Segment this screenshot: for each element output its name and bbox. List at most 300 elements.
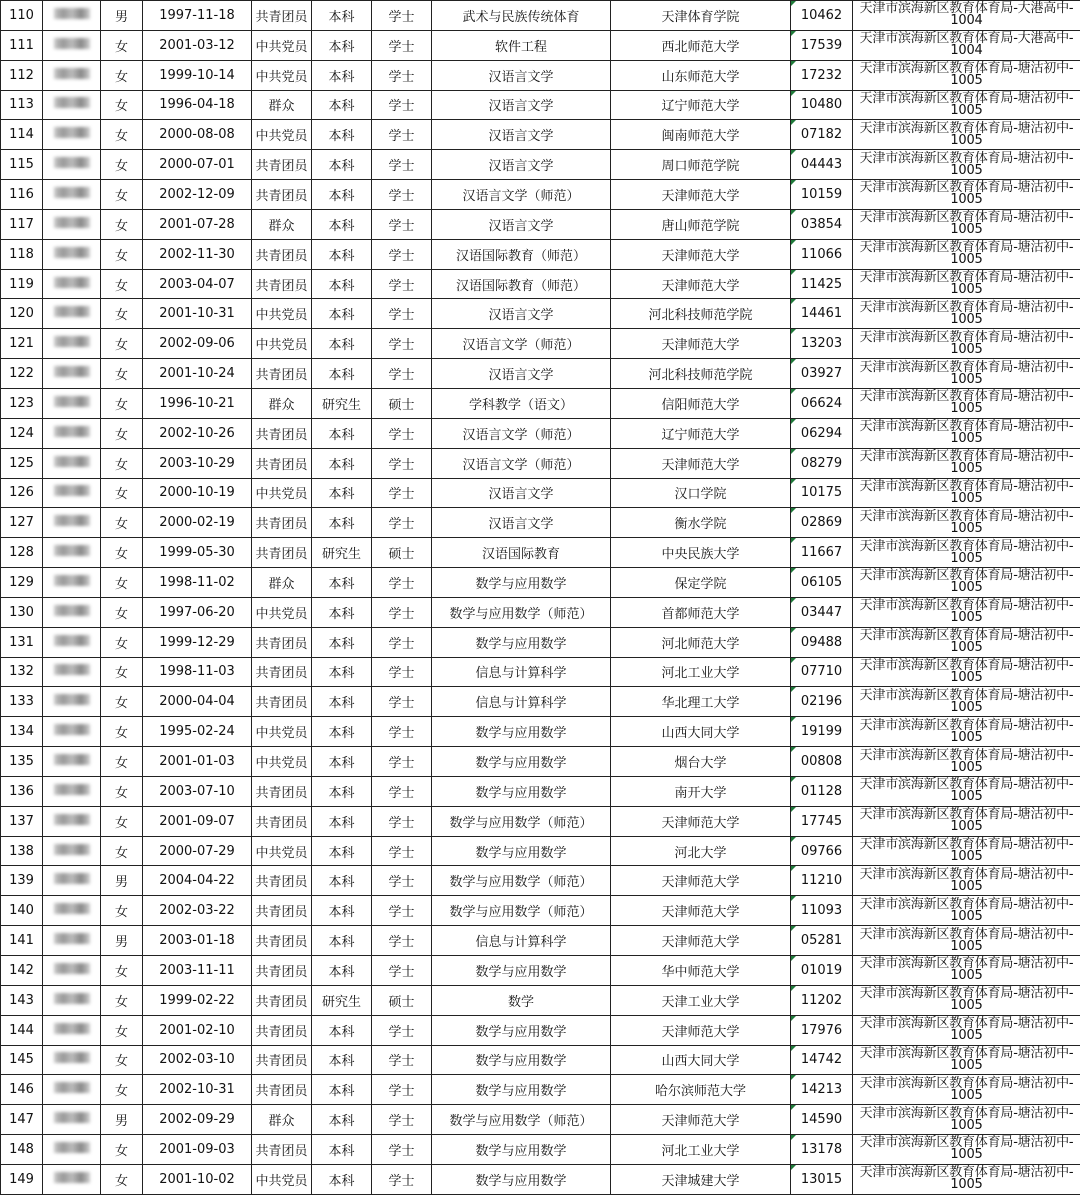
major-cell: 数学与应用数学 bbox=[432, 747, 611, 777]
political-status-cell: 群众 bbox=[252, 90, 312, 120]
school-cell: 河北科技师范学院 bbox=[611, 359, 791, 389]
degree-cell: 学士 bbox=[372, 209, 432, 239]
exam-code-cell: 17539 bbox=[791, 30, 853, 60]
political-status-cell: 共青团员 bbox=[252, 866, 312, 896]
applied-unit-line1: 天津市滨海新区教育体育局-塘沽初中- bbox=[853, 1108, 1080, 1120]
birth-date-cell: 1998-11-02 bbox=[143, 568, 252, 598]
redacted-name-mosaic bbox=[54, 127, 90, 138]
name-cell-redacted bbox=[43, 359, 101, 389]
name-cell-redacted bbox=[43, 1105, 101, 1135]
birth-date-cell: 2003-11-11 bbox=[143, 956, 252, 986]
exam-code-cell: 10159 bbox=[791, 180, 853, 210]
birth-date-cell: 1997-11-18 bbox=[143, 1, 252, 31]
applied-unit-cell bbox=[853, 866, 1080, 896]
education-cell: 本科 bbox=[312, 717, 372, 747]
exam-code-cell: 17232 bbox=[791, 60, 853, 90]
exam-code-cell: 08279 bbox=[791, 448, 853, 478]
applied-unit-line2: 1005 bbox=[853, 194, 1080, 206]
exam-code-cell: 10175 bbox=[791, 478, 853, 508]
table-row bbox=[1, 359, 1080, 389]
redacted-name-mosaic bbox=[54, 187, 90, 198]
exam-code-cell: 03927 bbox=[791, 359, 853, 389]
applied-unit-cell bbox=[853, 568, 1080, 598]
name-cell-redacted bbox=[43, 90, 101, 120]
education-cell: 本科 bbox=[312, 836, 372, 866]
exam-code-cell: 03854 bbox=[791, 209, 853, 239]
applied-unit-line2: 1005 bbox=[853, 403, 1080, 415]
exam-code-cell: 10462 bbox=[791, 1, 853, 31]
redacted-name-mosaic bbox=[54, 157, 90, 168]
applied-unit-cell bbox=[853, 1164, 1080, 1194]
education-cell: 本科 bbox=[312, 209, 372, 239]
political-status-cell: 共青团员 bbox=[252, 657, 312, 687]
degree-cell: 学士 bbox=[372, 717, 432, 747]
degree-cell: 学士 bbox=[372, 1075, 432, 1105]
school-cell: 河北工业大学 bbox=[611, 1135, 791, 1165]
applied-unit-line1: 天津市滨海新区教育体育局-塘沽初中- bbox=[853, 362, 1080, 374]
applied-unit-line1: 天津市滨海新区教育体育局-塘沽初中- bbox=[853, 1048, 1080, 1060]
major-cell: 软件工程 bbox=[432, 30, 611, 60]
birth-date-cell: 1995-02-24 bbox=[143, 717, 252, 747]
applied-unit-cell bbox=[853, 1, 1080, 31]
gender-cell: 女 bbox=[101, 1075, 143, 1105]
gender-cell: 女 bbox=[101, 269, 143, 299]
political-status-cell: 共青团员 bbox=[252, 269, 312, 299]
applied-unit-line1: 天津市滨海新区教育体育局-塘沽初中- bbox=[853, 988, 1080, 1000]
applied-unit-line2: 1005 bbox=[853, 374, 1080, 386]
table-row bbox=[1, 329, 1080, 359]
row-number-cell: 144 bbox=[1, 1015, 43, 1045]
school-cell: 天津师范大学 bbox=[611, 866, 791, 896]
row-number-cell: 145 bbox=[1, 1045, 43, 1075]
exam-code-cell: 11202 bbox=[791, 985, 853, 1015]
applied-unit-line2: 1005 bbox=[853, 284, 1080, 296]
degree-cell: 学士 bbox=[372, 568, 432, 598]
name-cell-redacted bbox=[43, 985, 101, 1015]
redacted-name-mosaic bbox=[54, 545, 90, 556]
name-cell-redacted bbox=[43, 926, 101, 956]
degree-cell: 学士 bbox=[372, 359, 432, 389]
exam-code-cell: 01128 bbox=[791, 776, 853, 806]
education-cell: 本科 bbox=[312, 448, 372, 478]
birth-date-cell: 2001-03-12 bbox=[143, 30, 252, 60]
gender-cell: 女 bbox=[101, 448, 143, 478]
political-status-cell: 共青团员 bbox=[252, 418, 312, 448]
gender-cell: 男 bbox=[101, 1105, 143, 1135]
gender-cell: 女 bbox=[101, 806, 143, 836]
applied-unit-cell bbox=[853, 90, 1080, 120]
row-number-cell: 146 bbox=[1, 1075, 43, 1105]
table-row bbox=[1, 568, 1080, 598]
gender-cell: 女 bbox=[101, 568, 143, 598]
applied-unit-line1: 天津市滨海新区教育体育局-塘沽初中- bbox=[853, 302, 1080, 314]
gender-cell: 女 bbox=[101, 597, 143, 627]
applied-unit-cell bbox=[853, 836, 1080, 866]
political-status-cell: 中共党员 bbox=[252, 120, 312, 150]
applied-unit-line1: 天津市滨海新区教育体育局-塘沽初中- bbox=[853, 1167, 1080, 1179]
applied-unit-cell bbox=[853, 747, 1080, 777]
major-cell: 汉语国际教育 bbox=[432, 538, 611, 568]
name-cell-redacted bbox=[43, 836, 101, 866]
political-status-cell: 共青团员 bbox=[252, 806, 312, 836]
exam-code-cell: 03447 bbox=[791, 597, 853, 627]
major-cell: 汉语言文学（师范） bbox=[432, 180, 611, 210]
political-status-cell: 共青团员 bbox=[252, 1, 312, 31]
name-cell-redacted bbox=[43, 1015, 101, 1045]
exam-code-cell: 14461 bbox=[791, 299, 853, 329]
degree-cell: 学士 bbox=[372, 1105, 432, 1135]
row-number-cell: 147 bbox=[1, 1105, 43, 1135]
exam-code-cell: 19199 bbox=[791, 717, 853, 747]
gender-cell: 女 bbox=[101, 209, 143, 239]
birth-date-cell: 2000-10-19 bbox=[143, 478, 252, 508]
applied-unit-line2: 1005 bbox=[853, 165, 1080, 177]
applied-unit-line1: 天津市滨海新区教育体育局-塘沽初中- bbox=[853, 630, 1080, 642]
education-cell: 本科 bbox=[312, 359, 372, 389]
redacted-name-mosaic bbox=[54, 575, 90, 586]
applied-unit-cell bbox=[853, 180, 1080, 210]
applied-unit-line2: 1004 bbox=[853, 45, 1080, 57]
birth-date-cell: 2002-10-26 bbox=[143, 418, 252, 448]
major-cell: 信息与计算科学 bbox=[432, 657, 611, 687]
applied-unit-line2: 1005 bbox=[853, 851, 1080, 863]
row-number-cell: 134 bbox=[1, 717, 43, 747]
degree-cell: 硕士 bbox=[372, 538, 432, 568]
school-cell: 河北工业大学 bbox=[611, 657, 791, 687]
education-cell: 本科 bbox=[312, 60, 372, 90]
applied-unit-line1: 天津市滨海新区教育体育局-塘沽初中- bbox=[853, 153, 1080, 165]
political-status-cell: 中共党员 bbox=[252, 60, 312, 90]
redacted-name-mosaic bbox=[54, 814, 90, 825]
degree-cell: 学士 bbox=[372, 1164, 432, 1194]
gender-cell: 女 bbox=[101, 896, 143, 926]
applied-unit-cell bbox=[853, 627, 1080, 657]
gender-cell: 男 bbox=[101, 926, 143, 956]
applied-unit-cell bbox=[853, 269, 1080, 299]
applied-unit-line2: 1005 bbox=[853, 254, 1080, 266]
gender-cell: 女 bbox=[101, 239, 143, 269]
major-cell: 汉语言文学 bbox=[432, 209, 611, 239]
applied-unit-line1: 天津市滨海新区教育体育局-塘沽初中- bbox=[853, 750, 1080, 762]
exam-code-cell: 02196 bbox=[791, 687, 853, 717]
applied-unit-line2: 1005 bbox=[853, 821, 1080, 833]
applied-unit-line2: 1005 bbox=[853, 702, 1080, 714]
applied-unit-line2: 1005 bbox=[853, 523, 1080, 535]
applied-unit-line2: 1005 bbox=[853, 75, 1080, 87]
political-status-cell: 共青团员 bbox=[252, 687, 312, 717]
degree-cell: 学士 bbox=[372, 448, 432, 478]
redacted-name-mosaic bbox=[54, 933, 90, 944]
applied-unit-line2: 1005 bbox=[853, 642, 1080, 654]
gender-cell: 女 bbox=[101, 508, 143, 538]
row-number-cell: 127 bbox=[1, 508, 43, 538]
applied-unit-line2: 1005 bbox=[853, 1000, 1080, 1012]
applied-unit-line2: 1004 bbox=[853, 15, 1080, 27]
school-cell: 天津工业大学 bbox=[611, 985, 791, 1015]
exam-code-cell: 13203 bbox=[791, 329, 853, 359]
table-row bbox=[1, 30, 1080, 60]
major-cell: 数学与应用数学（师范） bbox=[432, 866, 611, 896]
major-cell: 汉语言文学 bbox=[432, 508, 611, 538]
name-cell-redacted bbox=[43, 956, 101, 986]
table-row bbox=[1, 597, 1080, 627]
name-cell-redacted bbox=[43, 1075, 101, 1105]
row-number-cell: 119 bbox=[1, 269, 43, 299]
table-row bbox=[1, 1164, 1080, 1194]
applied-unit-line2: 1005 bbox=[853, 493, 1080, 505]
major-cell: 汉语言文学（师范） bbox=[432, 418, 611, 448]
school-cell: 天津体育学院 bbox=[611, 1, 791, 31]
birth-date-cell: 1999-10-14 bbox=[143, 60, 252, 90]
applied-unit-cell bbox=[853, 239, 1080, 269]
applied-unit-cell bbox=[853, 956, 1080, 986]
degree-cell: 学士 bbox=[372, 866, 432, 896]
political-status-cell: 共青团员 bbox=[252, 956, 312, 986]
applied-unit-cell bbox=[853, 299, 1080, 329]
education-cell: 本科 bbox=[312, 329, 372, 359]
exam-code-cell: 01019 bbox=[791, 956, 853, 986]
applied-unit-line2: 1005 bbox=[853, 1149, 1080, 1161]
birth-date-cell: 2004-04-22 bbox=[143, 866, 252, 896]
degree-cell: 学士 bbox=[372, 269, 432, 299]
name-cell-redacted bbox=[43, 1135, 101, 1165]
exam-code-cell: 00808 bbox=[791, 747, 853, 777]
name-cell-redacted bbox=[43, 1164, 101, 1194]
degree-cell: 学士 bbox=[372, 597, 432, 627]
exam-code-cell: 06294 bbox=[791, 418, 853, 448]
applied-unit-line2: 1005 bbox=[853, 762, 1080, 774]
birth-date-cell: 2003-04-07 bbox=[143, 269, 252, 299]
political-status-cell: 中共党员 bbox=[252, 30, 312, 60]
birth-date-cell: 2003-01-18 bbox=[143, 926, 252, 956]
row-number-cell: 124 bbox=[1, 418, 43, 448]
applied-unit-line1: 天津市滨海新区教育体育局-塘沽初中- bbox=[853, 212, 1080, 224]
school-cell: 天津师范大学 bbox=[611, 926, 791, 956]
applied-unit-line2: 1005 bbox=[853, 791, 1080, 803]
degree-cell: 学士 bbox=[372, 150, 432, 180]
exam-code-cell: 14590 bbox=[791, 1105, 853, 1135]
gender-cell: 女 bbox=[101, 776, 143, 806]
applied-unit-line1: 天津市滨海新区教育体育局-塘沽初中- bbox=[853, 421, 1080, 433]
education-cell: 本科 bbox=[312, 866, 372, 896]
redacted-name-mosaic bbox=[54, 993, 90, 1004]
row-number-cell: 113 bbox=[1, 90, 43, 120]
exam-code-cell: 10480 bbox=[791, 90, 853, 120]
exam-code-cell: 13178 bbox=[791, 1135, 853, 1165]
applied-unit-cell bbox=[853, 60, 1080, 90]
table-row bbox=[1, 776, 1080, 806]
education-cell: 本科 bbox=[312, 926, 372, 956]
education-cell: 本科 bbox=[312, 806, 372, 836]
row-number-cell: 129 bbox=[1, 568, 43, 598]
school-cell: 闽南师范大学 bbox=[611, 120, 791, 150]
political-status-cell: 共青团员 bbox=[252, 1075, 312, 1105]
school-cell: 河北师范大学 bbox=[611, 627, 791, 657]
degree-cell: 硕士 bbox=[372, 985, 432, 1015]
school-cell: 天津师范大学 bbox=[611, 1015, 791, 1045]
major-cell: 汉语国际教育（师范） bbox=[432, 239, 611, 269]
exam-code-cell: 11425 bbox=[791, 269, 853, 299]
redacted-name-mosaic bbox=[54, 873, 90, 884]
redacted-name-mosaic bbox=[54, 8, 90, 19]
redacted-name-mosaic bbox=[54, 635, 90, 646]
school-cell: 信阳师范大学 bbox=[611, 388, 791, 418]
applied-unit-line2: 1005 bbox=[853, 224, 1080, 236]
degree-cell: 学士 bbox=[372, 90, 432, 120]
redacted-name-mosaic bbox=[54, 1142, 90, 1153]
applied-unit-line2: 1005 bbox=[853, 553, 1080, 565]
political-status-cell: 共青团员 bbox=[252, 627, 312, 657]
major-cell: 数学与应用数学 bbox=[432, 1045, 611, 1075]
applied-unit-line2: 1005 bbox=[853, 1120, 1080, 1132]
education-cell: 本科 bbox=[312, 1135, 372, 1165]
applied-unit-cell bbox=[853, 329, 1080, 359]
redacted-name-mosaic bbox=[54, 485, 90, 496]
degree-cell: 学士 bbox=[372, 836, 432, 866]
row-number-cell: 135 bbox=[1, 747, 43, 777]
redacted-name-mosaic bbox=[54, 664, 90, 675]
gender-cell: 女 bbox=[101, 60, 143, 90]
row-number-cell: 139 bbox=[1, 866, 43, 896]
birth-date-cell: 2002-09-06 bbox=[143, 329, 252, 359]
applied-unit-line1: 天津市滨海新区教育体育局-塘沽初中- bbox=[853, 899, 1080, 911]
gender-cell: 女 bbox=[101, 359, 143, 389]
degree-cell: 学士 bbox=[372, 478, 432, 508]
political-status-cell: 共青团员 bbox=[252, 150, 312, 180]
school-cell: 天津师范大学 bbox=[611, 896, 791, 926]
degree-cell: 学士 bbox=[372, 896, 432, 926]
major-cell: 汉语言文学 bbox=[432, 299, 611, 329]
table-row bbox=[1, 1045, 1080, 1075]
gender-cell: 男 bbox=[101, 1, 143, 31]
birth-date-cell: 2001-01-03 bbox=[143, 747, 252, 777]
gender-cell: 女 bbox=[101, 538, 143, 568]
name-cell-redacted bbox=[43, 239, 101, 269]
exam-code-cell: 07182 bbox=[791, 120, 853, 150]
applied-unit-cell bbox=[853, 508, 1080, 538]
name-cell-redacted bbox=[43, 448, 101, 478]
major-cell: 汉语言文学（师范） bbox=[432, 448, 611, 478]
degree-cell: 学士 bbox=[372, 657, 432, 687]
table-row bbox=[1, 180, 1080, 210]
political-status-cell: 中共党员 bbox=[252, 329, 312, 359]
table-row bbox=[1, 299, 1080, 329]
row-number-cell: 110 bbox=[1, 1, 43, 31]
redacted-name-mosaic bbox=[54, 1052, 90, 1063]
degree-cell: 学士 bbox=[372, 747, 432, 777]
education-cell: 本科 bbox=[312, 1075, 372, 1105]
row-number-cell: 128 bbox=[1, 538, 43, 568]
applied-unit-line2: 1005 bbox=[853, 941, 1080, 953]
school-cell: 山东师范大学 bbox=[611, 60, 791, 90]
applied-unit-line1: 天津市滨海新区教育体育局-塘沽初中- bbox=[853, 1018, 1080, 1030]
redacted-name-mosaic bbox=[54, 903, 90, 914]
political-status-cell: 共青团员 bbox=[252, 1015, 312, 1045]
redacted-name-mosaic bbox=[54, 68, 90, 79]
name-cell-redacted bbox=[43, 627, 101, 657]
redacted-name-mosaic bbox=[54, 366, 90, 377]
education-cell: 本科 bbox=[312, 30, 372, 60]
exam-code-cell: 09766 bbox=[791, 836, 853, 866]
name-cell-redacted bbox=[43, 508, 101, 538]
degree-cell: 学士 bbox=[372, 418, 432, 448]
name-cell-redacted bbox=[43, 299, 101, 329]
applied-unit-line1: 天津市滨海新区教育体育局-塘沽初中- bbox=[853, 182, 1080, 194]
applied-unit-line1: 天津市滨海新区教育体育局-塘沽初中- bbox=[853, 958, 1080, 970]
school-cell: 华北理工大学 bbox=[611, 687, 791, 717]
redacted-name-mosaic bbox=[54, 306, 90, 317]
name-cell-redacted bbox=[43, 747, 101, 777]
birth-date-cell: 2002-12-09 bbox=[143, 180, 252, 210]
table-row bbox=[1, 1105, 1080, 1135]
gender-cell: 女 bbox=[101, 120, 143, 150]
name-cell-redacted bbox=[43, 329, 101, 359]
gender-cell: 女 bbox=[101, 329, 143, 359]
political-status-cell: 中共党员 bbox=[252, 747, 312, 777]
row-number-cell: 123 bbox=[1, 388, 43, 418]
row-number-cell: 121 bbox=[1, 329, 43, 359]
name-cell-redacted bbox=[43, 209, 101, 239]
education-cell: 本科 bbox=[312, 1105, 372, 1135]
redacted-name-mosaic bbox=[54, 38, 90, 49]
table-row bbox=[1, 1015, 1080, 1045]
education-cell: 本科 bbox=[312, 239, 372, 269]
table-row bbox=[1, 90, 1080, 120]
degree-cell: 学士 bbox=[372, 1045, 432, 1075]
applied-unit-cell bbox=[853, 120, 1080, 150]
gender-cell: 女 bbox=[101, 1045, 143, 1075]
education-cell: 本科 bbox=[312, 508, 372, 538]
applied-unit-cell bbox=[853, 30, 1080, 60]
birth-date-cell: 2002-11-30 bbox=[143, 239, 252, 269]
applied-unit-line1: 天津市滨海新区教育体育局-大港高中- bbox=[853, 3, 1080, 15]
applied-unit-cell bbox=[853, 926, 1080, 956]
education-cell: 本科 bbox=[312, 418, 372, 448]
degree-cell: 学士 bbox=[372, 239, 432, 269]
major-cell: 信息与计算科学 bbox=[432, 687, 611, 717]
political-status-cell: 共青团员 bbox=[252, 1135, 312, 1165]
exam-code-cell: 14213 bbox=[791, 1075, 853, 1105]
table-row bbox=[1, 388, 1080, 418]
birth-date-cell: 2001-10-24 bbox=[143, 359, 252, 389]
school-cell: 首都师范大学 bbox=[611, 597, 791, 627]
school-cell: 烟台大学 bbox=[611, 747, 791, 777]
birth-date-cell: 1996-04-18 bbox=[143, 90, 252, 120]
school-cell: 天津师范大学 bbox=[611, 180, 791, 210]
gender-cell: 女 bbox=[101, 418, 143, 448]
row-number-cell: 148 bbox=[1, 1135, 43, 1165]
name-cell-redacted bbox=[43, 717, 101, 747]
school-cell: 天津师范大学 bbox=[611, 329, 791, 359]
applied-unit-cell bbox=[853, 597, 1080, 627]
school-cell: 唐山师范学院 bbox=[611, 209, 791, 239]
gender-cell: 女 bbox=[101, 180, 143, 210]
table-row bbox=[1, 448, 1080, 478]
row-number-cell: 114 bbox=[1, 120, 43, 150]
applied-unit-line1: 天津市滨海新区教育体育局-塘沽初中- bbox=[853, 660, 1080, 672]
school-cell: 西北师范大学 bbox=[611, 30, 791, 60]
applied-unit-line1: 天津市滨海新区教育体育局-塘沽初中- bbox=[853, 929, 1080, 941]
exam-code-cell: 06105 bbox=[791, 568, 853, 598]
row-number-cell: 138 bbox=[1, 836, 43, 866]
name-cell-redacted bbox=[43, 388, 101, 418]
applied-unit-line1: 天津市滨海新区教育体育局-塘沽初中- bbox=[853, 242, 1080, 254]
birth-date-cell: 1998-11-03 bbox=[143, 657, 252, 687]
birth-date-cell: 1996-10-21 bbox=[143, 388, 252, 418]
table-row bbox=[1, 896, 1080, 926]
school-cell: 南开大学 bbox=[611, 776, 791, 806]
birth-date-cell: 2003-10-29 bbox=[143, 448, 252, 478]
